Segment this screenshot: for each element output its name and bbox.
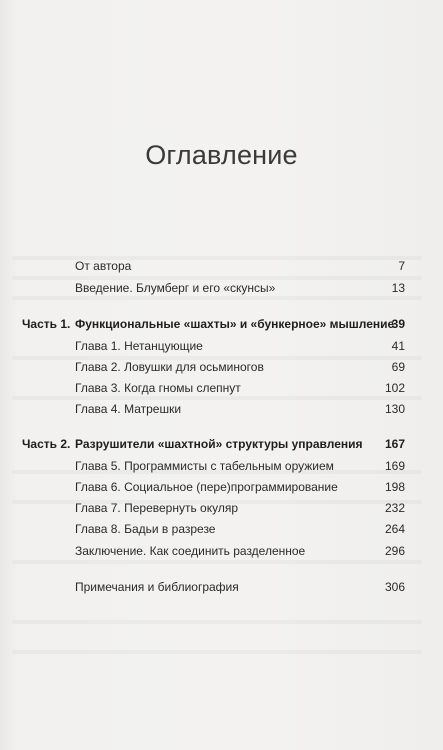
toc-entry-page: 167 (384, 437, 405, 451)
toc-entry-page: 130 (384, 402, 405, 416)
toc-entry-label: Глава 1. Нетанцующие (75, 339, 203, 353)
toc-entry-page: 69 (391, 360, 405, 374)
toc-entry (0, 257, 443, 275)
toc-part-number: Часть 2. (22, 437, 71, 451)
toc-entry (0, 379, 443, 397)
toc-entry-page: 102 (384, 381, 405, 395)
toc-entry-page: 296 (384, 544, 405, 558)
toc-entry-label: Глава 4. Матрешки (75, 402, 182, 416)
toc-entry-label: Глава 7. Перевернуть окуляр (75, 501, 239, 515)
toc-entry (0, 279, 443, 297)
toc-entry-page: 13 (391, 281, 405, 295)
toc-entry-page: 232 (384, 501, 405, 515)
toc-entry-label: Заключение. Как соединить разделенное (75, 544, 306, 558)
toc-entry (0, 457, 443, 475)
toc-entry-label: Глава 5. Программисты с табельным оружием (75, 459, 334, 473)
toc-entry (0, 578, 443, 596)
toc-entry (0, 499, 443, 517)
toc-entry-label: Глава 6. Социальное (пере)программирование (75, 480, 338, 494)
toc-entry-label: Глава 8. Бадьи в разрезе (75, 522, 216, 536)
toc-entry-label: Глава 3. Когда гномы слепнут (75, 381, 241, 395)
toc-entry (0, 478, 443, 496)
toc-entry (0, 400, 443, 418)
toc-part-number: Часть 1. (22, 317, 71, 331)
toc-entry-label: Глава 2. Ловушки для осьминогов (75, 360, 264, 374)
toc-part-heading (0, 315, 443, 333)
toc-entry (0, 542, 443, 560)
toc-entry (0, 358, 443, 376)
toc-entry-label: Разрушители «шахтной» структуры управления (75, 437, 363, 451)
toc-entry-page: 39 (391, 317, 405, 331)
toc-entry-page: 198 (384, 480, 405, 494)
toc-entry-page: 306 (384, 580, 405, 594)
toc-entry-label: Функциональные «шахты» и «бункерное» мышление (75, 317, 395, 331)
toc-entry-page: 169 (384, 459, 405, 473)
page-title: Оглавление (145, 140, 298, 170)
toc-entry-page: 41 (391, 339, 405, 353)
toc-entry-page: 264 (384, 522, 405, 536)
toc-entry-page: 7 (398, 259, 405, 273)
toc-part-heading (0, 435, 443, 453)
toc-entry-label: Введение. Блумберг и его «скунсы» (75, 281, 276, 295)
toc-entry-label: Примечания и библиография (75, 580, 239, 594)
toc-entry-label: От автора (75, 259, 132, 273)
toc-entry (0, 520, 443, 538)
toc-entry (0, 337, 443, 355)
